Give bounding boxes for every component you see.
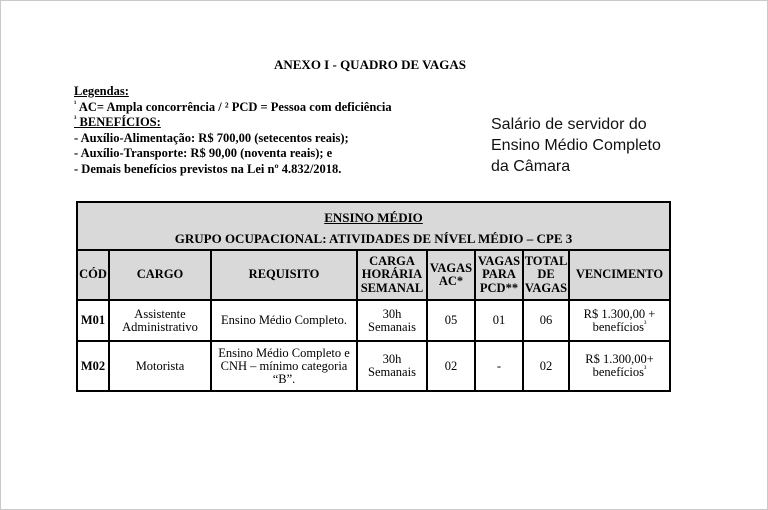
cell-vagas-pcd: 01 [475, 300, 523, 341]
benefit-item: - Demais benefícios previstos na Lei nº 4.832/2018. [74, 161, 342, 176]
vencimento-text: R$ 1.300,00+ benefícios [585, 352, 654, 379]
group-header [77, 202, 670, 250]
cell-carga: 30h Semanais [357, 341, 427, 391]
benefits-heading-text: BENEFÍCIOS: [79, 115, 161, 129]
benefits-heading [74, 115, 392, 131]
header-vagas-pcd: VAGAS PARA PCD** [475, 250, 523, 300]
document-title: ANEXO I - QUADRO DE VAGAS [273, 57, 467, 72]
cell-cod: M01 [77, 300, 109, 341]
legend-heading: Legendas: [74, 84, 129, 98]
note-line: Salário de servidor do [491, 116, 647, 133]
table-row [77, 341, 670, 391]
group-subtitle: GRUPO OCUPACIONAL: ATIVIDADES DE NÍVEL MÉDIO – CPE 3 [174, 231, 573, 246]
group-header-row [77, 202, 670, 250]
header-requisito: REQUISITO [211, 250, 357, 300]
benefit-item: - Auxílio-Alimentação: R$ 700,00 (setecentos reais); [74, 130, 349, 145]
cell-vencimento [569, 341, 670, 391]
cell-carga: 30h Semanais [357, 300, 427, 341]
legend-line-1 [74, 100, 392, 116]
cell-total: 02 [523, 341, 569, 391]
cell-vagas-ac: 02 [427, 341, 475, 391]
cell-vagas-ac: 05 [427, 300, 475, 341]
vacancy-table [76, 201, 671, 392]
cell-requisito: Ensino Médio Completo e CNH – mínimo categoria “B”. [211, 341, 357, 391]
benefits-mark: ³ [74, 113, 77, 123]
cell-requisito: Ensino Médio Completo. [211, 300, 357, 341]
vencimento-mark: ³ [643, 363, 647, 373]
cell-cargo: Motorista [109, 341, 211, 391]
header-total-vagas: TOTAL DE VAGAS [523, 250, 569, 300]
header-cod: CÓD [77, 250, 109, 300]
vencimento-text: R$ 1.300,00 + benefícios [583, 306, 656, 334]
header-vencimento: VENCIMENTO [569, 250, 670, 300]
legend-block [74, 84, 392, 177]
cell-cargo: Assistente Administrativo [109, 300, 211, 341]
legend-mark-1: ¹ [74, 98, 77, 108]
legend-line-1-text: AC= Ampla concorrência / ² PCD = Pessoa com deficiência [78, 99, 392, 114]
column-header-row [77, 250, 670, 300]
salary-note [491, 114, 661, 177]
header-carga-horaria: CARGA HORÁRIA SEMANAL [357, 250, 427, 300]
table-row [77, 300, 670, 341]
cell-vencimento [569, 300, 670, 341]
header-cargo: CARGO [109, 250, 211, 300]
cell-total: 06 [523, 300, 569, 341]
group-title: ENSINO MÉDIO [324, 210, 423, 225]
note-line: da Câmara [491, 158, 571, 175]
vencimento-mark: ³ [643, 318, 647, 328]
cell-cod: M02 [77, 341, 109, 391]
note-line: Ensino Médio Completo [491, 137, 661, 154]
cell-vagas-pcd: - [475, 341, 523, 391]
benefit-item: - Auxílio-Transporte: R$ 90,00 (noventa reais); e [74, 146, 333, 160]
header-vagas-ac: VAGAS AC* [427, 250, 475, 300]
